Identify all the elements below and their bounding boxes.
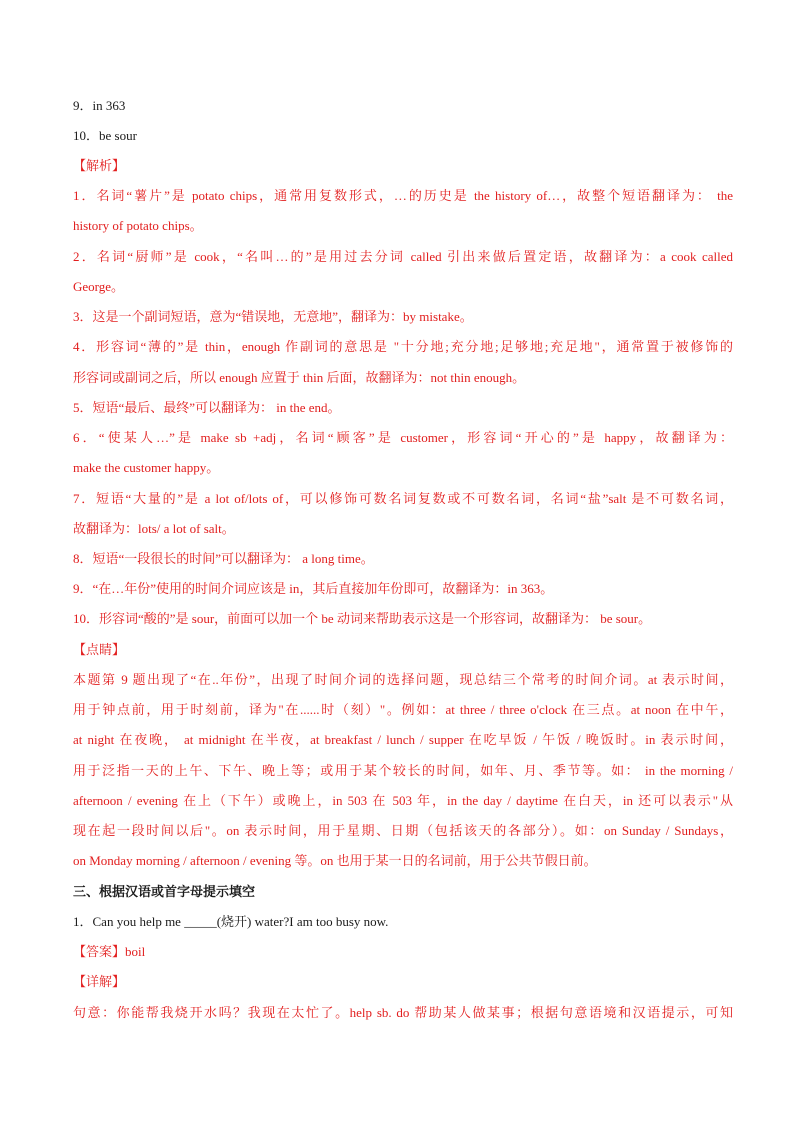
tip-line: on Monday morning / afternoon / evening 等。on 也用于某一日的名词前，用于公共节假日前。 (73, 853, 597, 868)
tip-heading: 【点睛】 (73, 642, 126, 657)
analysis-line: make the customer happy。 (73, 460, 220, 475)
analysis-line: 1．名词“薯片”是 potato chips，通常用复数形式，…的历史是 the history of…，故整个短语翻译为： the (73, 188, 733, 203)
analysis-line: 7．短语“大量的”是 a lot of/lots of，可以修饰可数名词复数或不可数名词，名词“盐”salt 是不可数名词， (73, 491, 733, 506)
analysis-line: 故翻译为：lots/ a lot of salt。 (73, 521, 235, 536)
analysis-line: 形容词或副词之后，所以 enough 应置于 thin 后面，故翻译为：not thin enough。 (73, 370, 526, 385)
tip-line: 现在起一段时间以后"。on 表示时间，用于星期、日期（包括该天的各部分）。如：on Sunday / Sundays， (73, 823, 733, 838)
answer-line-9: 9．in 363 (73, 98, 126, 113)
answer-label: 【答案】 (73, 944, 126, 959)
analysis-line: 5．短语“最后、最终”可以翻译为： in the end。 (73, 400, 341, 415)
analysis-line: 6．“使某人…”是 make sb +adj，名词“顾客”是 customer，形容词“开心的”是 happy，故翻译为： (73, 430, 733, 445)
analysis-line: 9．“在…年份”使用的时间介词应该是 in，其后直接加年份即可，故翻译为：in 363。 (73, 581, 554, 596)
analysis-line: 2．名词“厨师”是 cook，“名叫…的”是用过去分词 called 引出来做后置定语，故翻译为：a cook called (73, 249, 733, 264)
tip-line: at night 在夜晚， at midnight 在半夜，at breakfast / lunch / supper 在吃早饭 / 午饭 / 晚饭时。in 表示时间， (73, 732, 733, 747)
tip-line: 本题第 9 题出现了“在..年份”，出现了时间介词的选择问题，现总结三个常考的时间介词。at 表示时间， (73, 672, 733, 687)
analysis-line: 8．短语“一段很长的时间”可以翻译为： a long time。 (73, 551, 374, 566)
detail-line: 句意：你能帮我烧开水吗？我现在太忙了。help sb. do 帮助某人做某事；根据句意语境和汉语提示，可知 (73, 1005, 733, 1020)
analysis-line: 10．形容词“酸的”是 sour，前面可以加一个 be 动词来帮助表示这是一个形容词，故翻译为： be sour。 (73, 611, 652, 626)
tip-line: afternoon / evening 在上（下午）或晚上，in 503 在 503 年，in the day / daytime 在白天，in 还可以表示"从 (73, 793, 733, 808)
section-heading: 三、根据汉语或首字母提示填空 (73, 884, 256, 899)
tip-line: 用于钟点前，用于时刻前，译为"在......时（刻）"。例如：at three / three o'clock 在三点。at noon 在中午， (73, 702, 733, 717)
question-line: 1．Can you help me _____(烧开) water?I am too busy now. (73, 914, 389, 929)
tip-line: 用于泛指一天的上午、下午、晚上等；或用于某个较长的时间，如年、月、季节等。如： in the morning / (73, 763, 733, 778)
analysis-heading: 【解析】 (73, 158, 126, 173)
analysis-line: history of potato chips。 (73, 218, 203, 233)
analysis-line: 4．形容词“薄的”是 thin，enough 作副词的意思是 "十分地;充分地;足够地;充足地"，通常置于被修饰的 (73, 339, 733, 354)
answer-value: boil (125, 944, 146, 959)
answer-row (73, 943, 733, 961)
answer-line-10: 10．be sour (73, 128, 137, 143)
detail-label: 【详解】 (73, 974, 126, 989)
analysis-line: 3．这是一个副词短语，意为“错误地，无意地”，翻译为：by mistake。 (73, 309, 473, 324)
analysis-line: George。 (73, 279, 125, 294)
